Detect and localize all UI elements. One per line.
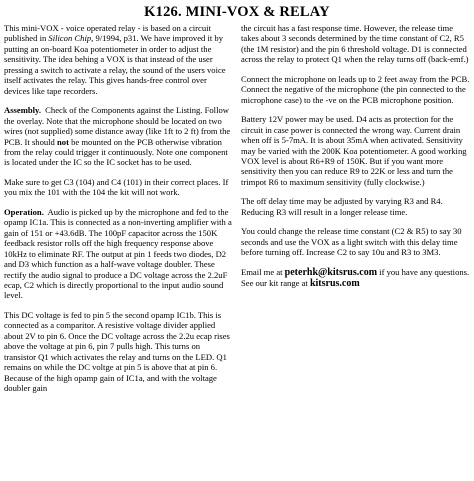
email-paragraph: Email me at peterhk@kitsrus.com if you have any questions. See our kit range at kitsrus.com [241, 266, 470, 290]
intro-paragraph: This mini-VOX - voice operated relay - is based on a circuit published in Silicon Chip, 9/1994, p31. We have improved it by putting an on-board Koa potentiometer in order to adjust the sensitivity. The idea behing a VOX is that instead of the user pressing a switch to activate a relay, the sound of the users voice itself activates the relay. This gives hands-free control over devices like tape recorders. [4, 23, 226, 96]
two-column-body [4, 23, 470, 403]
dc-voltage-paragraph: This DC voltage is fed to pin 5 the second opamp IC1b. This is connected as a comparitor. A resistive voltage divider applied about 2V to pin 6. Once the DC voltage across the 2.2u ecap rises above the voltage at pin 6, pin 7 pulls high. This turns on transistor Q1 which activates the relay and turns on the LED. Q1 remains on while the DC voltge at pin 5 is above that at pin 6. Because of the high opamp gain of IC1a, and with the voltage doubler gain [4, 309, 230, 394]
operation-paragraph: Operation. Audio is picked up by the microphone and fed to the opamp IC1a. This is connected as a non-inverting amplifier with a gain of 151 or +43.6dB. The 100pF capacitor across the 150K feedback resistor rolls off the high frequency response above 10kHz to eliminate RF. The output at pin 1 feeds two diodes, D2 and D3 which function as a half-wave voltage doubler. These rectify the audio signal to produce a DC voltage across the 2.2uF ecap, C2 which is directly proportional to the input audio sound level. [4, 206, 232, 301]
document-title: K126. MINI-VOX & RELAY [144, 4, 330, 20]
operation-heading: Operation. [4, 206, 44, 217]
assembly-paragraph: Assembly. Check of the Components against the Listing. Follow the overlay. Note that the microphone should be located on two wires (not supplied) some distance away (like 1ft to 2 ft) from the PCB. It should not be mounted on the PCB otherwise vibration from the relay could trigger it continuously. Note one component is located under the IC so the IC socket has to be used. [4, 105, 231, 168]
website-link[interactable]: kitsrus.com [309, 278, 360, 290]
email-link[interactable]: peterhk@kitsrus.com [284, 266, 378, 278]
assembly-heading: Assembly. [4, 105, 42, 116]
right-column [241, 23, 470, 403]
magazine-name: Silicon Chip [48, 33, 92, 44]
emphasis-not: not [57, 136, 69, 147]
release-time-paragraph: You could change the release time constant (C2 & R5) to say 30 seconds and use the VOX as a light switch with this delay time before turning off. Increase C2 to say 10u and R3 to 3M3. [241, 226, 462, 258]
continuation-paragraph: the circuit has a fast response time. However, the release time takes about 3 seconds determined by the time constant of C2, R5 (the 1M resistor) and the pin 6 threshold voltage. D1 is connected across the relay to protect Q1 when the relay turns off (back-emf.) [241, 23, 469, 65]
capacitor-note-paragraph: Make sure to get C3 (104) and C4 (101) in their correct places. If you mix the 101 with the 104 the kit will not work. [4, 176, 229, 198]
off-delay-paragraph: The off delay time may be adjusted by varying R3 and R4. Reducing R3 will result in a longer release time. [241, 196, 443, 217]
left-column [4, 23, 233, 403]
microphone-paragraph: Connect the microphone on leads up to 2 feet away from the PCB. Connect the negative of the microphone (the pin connected to the microphone case) to the -ve on the PCB microphone position. [241, 73, 470, 105]
battery-paragraph: Battery 12V power may be used. D4 acts as protection for the circuit in case power is connected the wrong way. Current drain when off is 5-7mA. It is about 35mA when activated. Sensitivity may be varied with the 200K Koa potentiometer. A good working VOX level is about R6+R9 of 150K. But if you want more sensitivity then you can reduce R9 to 22K or less and turn the trimpot R6 to maximum sensitivity (fully clockwise.) [241, 114, 467, 187]
